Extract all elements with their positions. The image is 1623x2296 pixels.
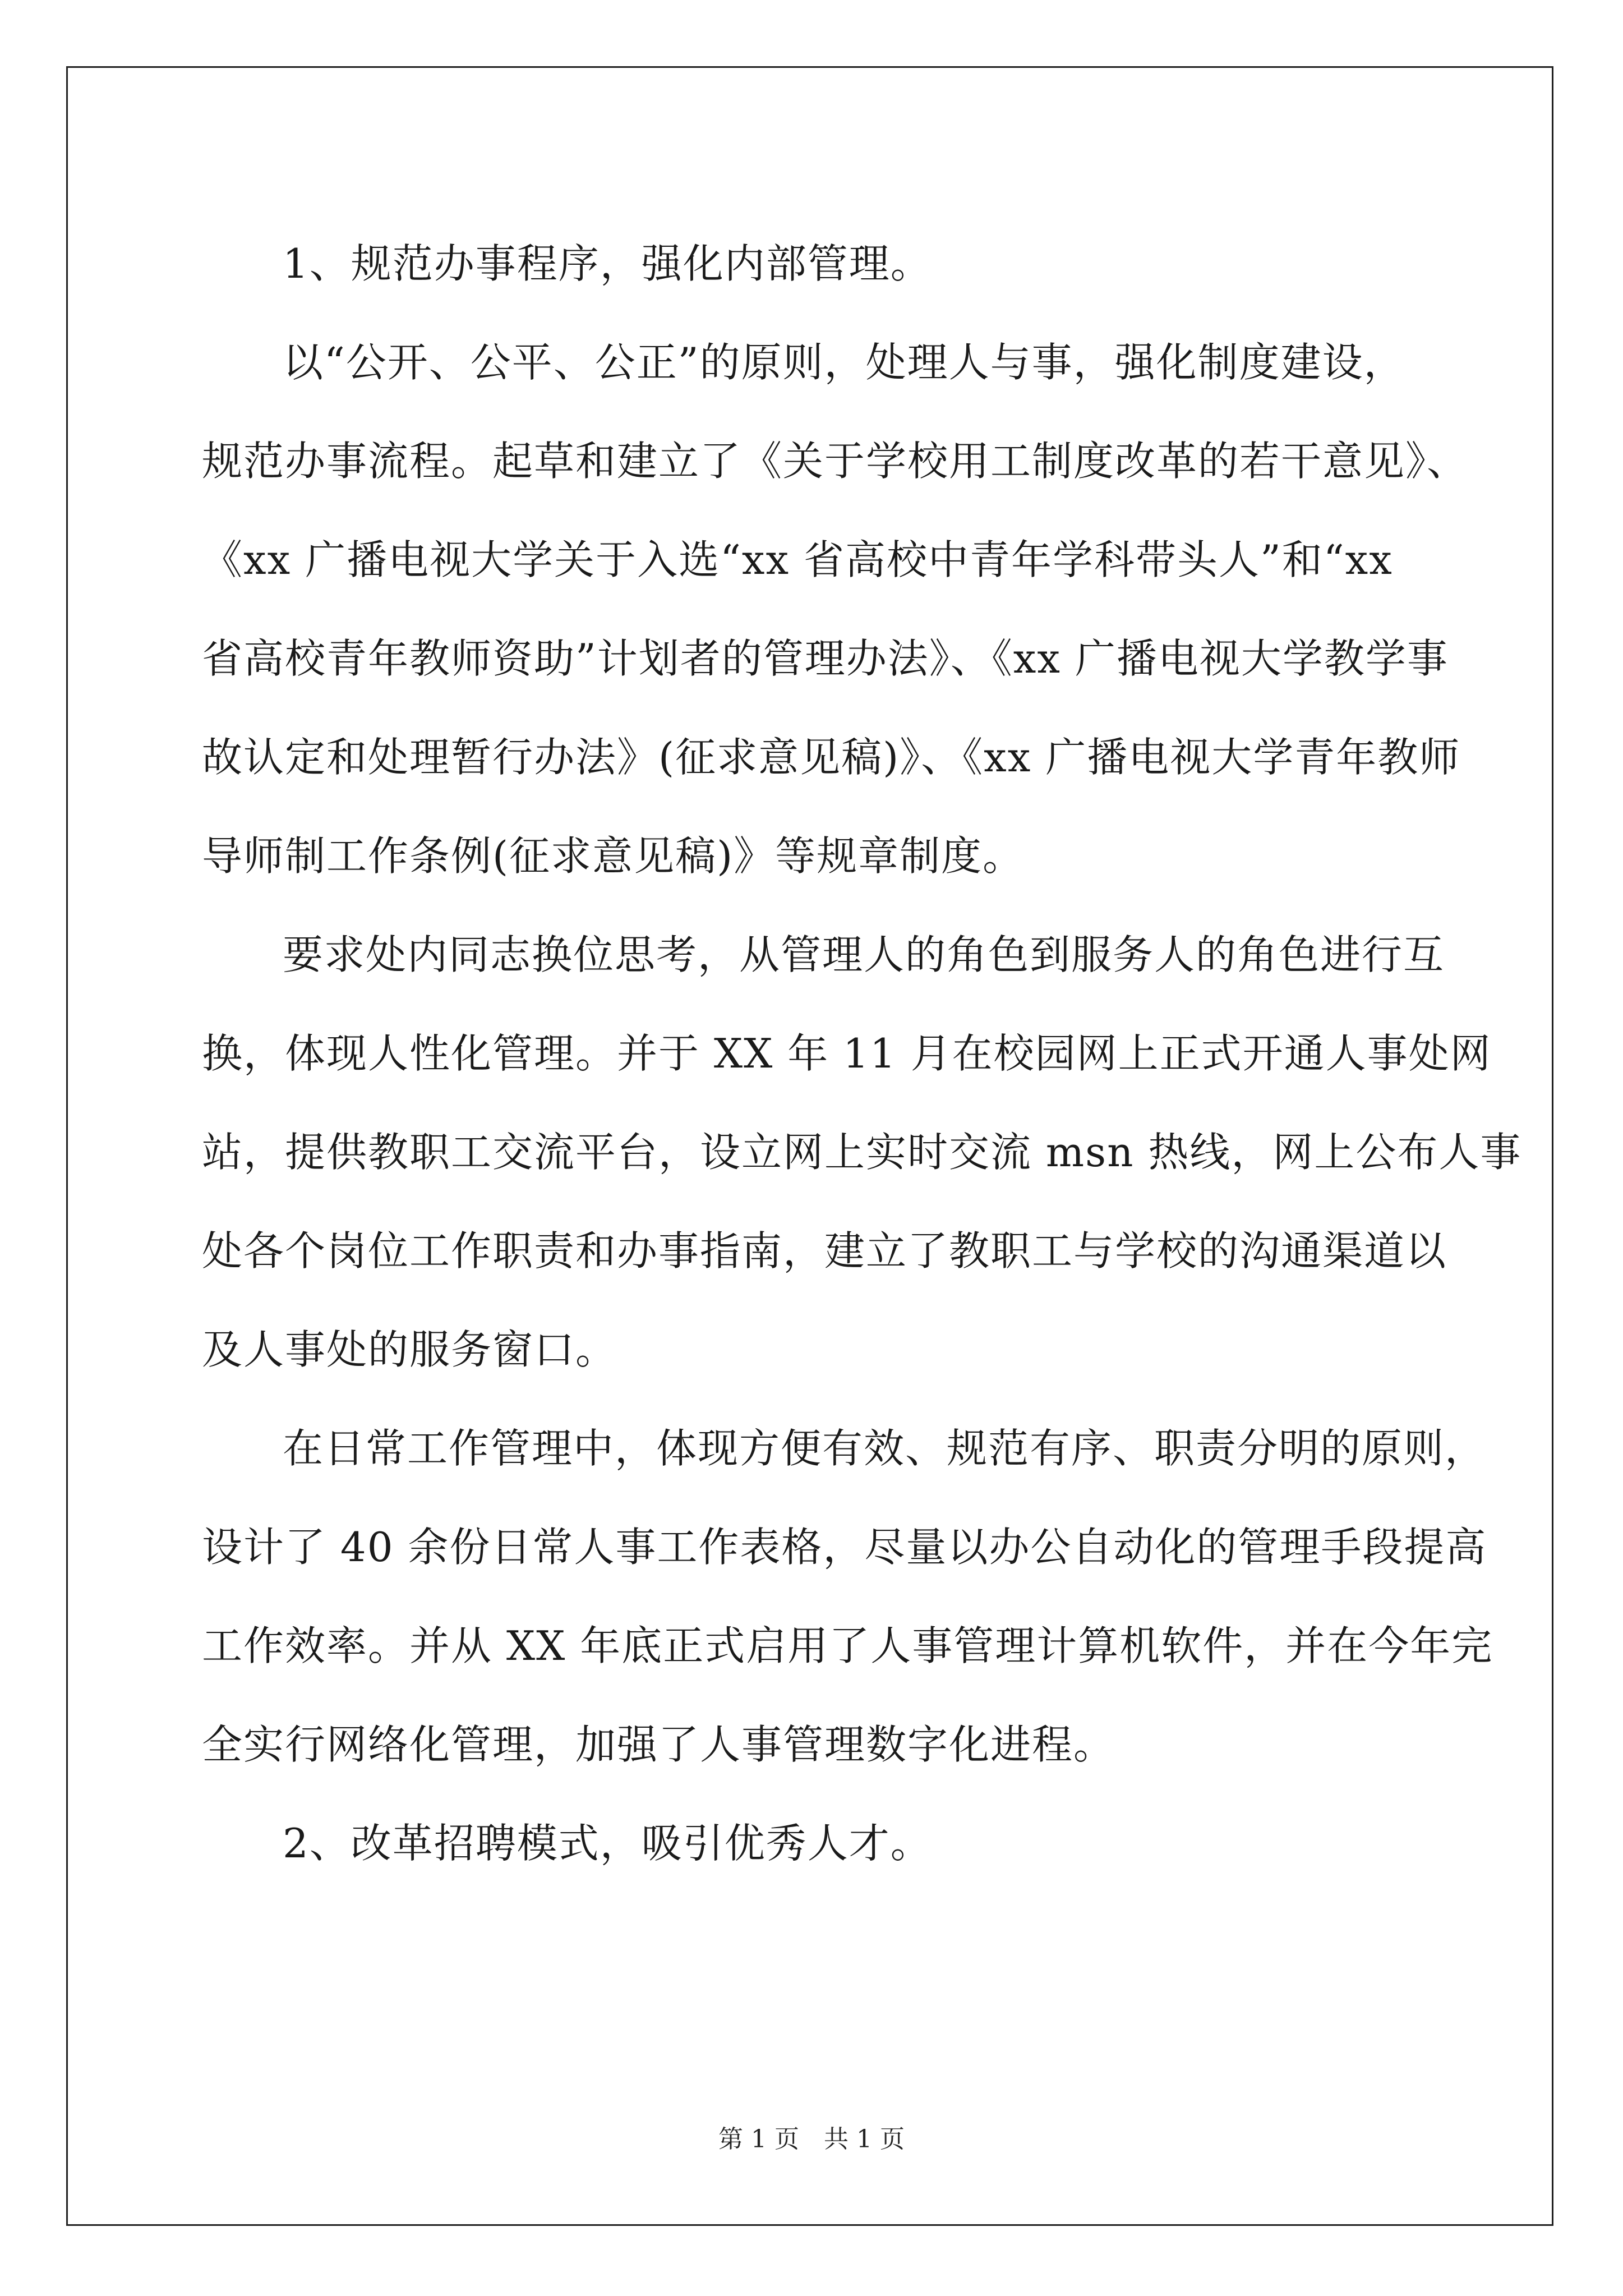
paragraph-line: 工作效率。并从 XX 年底正式启用了人事管理计算机软件，并在今年完 <box>202 1622 1493 1669</box>
paragraph-line: 设计了 40 余份日常人事工作表格，尽量以办公自动化的管理手段提高 <box>202 1524 1487 1571</box>
paragraph-line: 换，体现人性化管理。并于 XX 年 11 月在校园网上正式开通人事处网 <box>202 1030 1492 1077</box>
paragraph-line: 在日常工作管理中，体现方便有效、规范有序、职责分明的原则， <box>283 1425 1487 1472</box>
paragraph-line: 处各个岗位工作职责和办事指南，建立了教职工与学校的沟通渠道以 <box>202 1227 1447 1274</box>
paragraph-line: 要求处内同志换位思考，从管理人的角色到服务人的角色进行互 <box>283 931 1445 978</box>
paragraph-line: 导师制工作条例(征求意见稿)》等规章制度。 <box>202 832 1025 880</box>
paragraph-line: 故认定和处理暂行办法》(征求意见稿)》、《xx 广播电视大学青年教师 <box>202 734 1461 781</box>
page-footer <box>0 2123 1623 2156</box>
paragraph-line: 规范办事流程。起草和建立了《关于学校用工制度改革的若干意见》、 <box>202 438 1469 485</box>
paragraph-line: 站，提供教职工交流平台，设立网上实时交流 msn 热线，网上公布人事 <box>202 1129 1522 1176</box>
page-total: 共 1 页 <box>824 2125 905 2154</box>
heading-section-2: 2、改革招聘模式，吸引优秀人才。 <box>283 1820 932 1867</box>
paragraph-line: 省高校青年教师资助”计划者的管理办法》、《xx 广播电视大学教学事 <box>202 635 1449 682</box>
document-body <box>202 214 1522 1893</box>
paragraph-line: 以“公开、公平、公正”的原则，处理人与事，强化制度建设， <box>283 339 1405 386</box>
paragraph-line: 《xx 广播电视大学关于入选“xx 省高校中青年学科带头人”和“xx <box>202 536 1393 583</box>
heading-section-1: 1、规范办事程序，强化内部管理。 <box>283 240 932 287</box>
paragraph-line: 全实行网络化管理，加强了人事管理数字化进程。 <box>202 1721 1115 1768</box>
paragraph-line: 及人事处的服务窗口。 <box>202 1326 617 1373</box>
page-number: 第 1 页 <box>718 2125 799 2154</box>
